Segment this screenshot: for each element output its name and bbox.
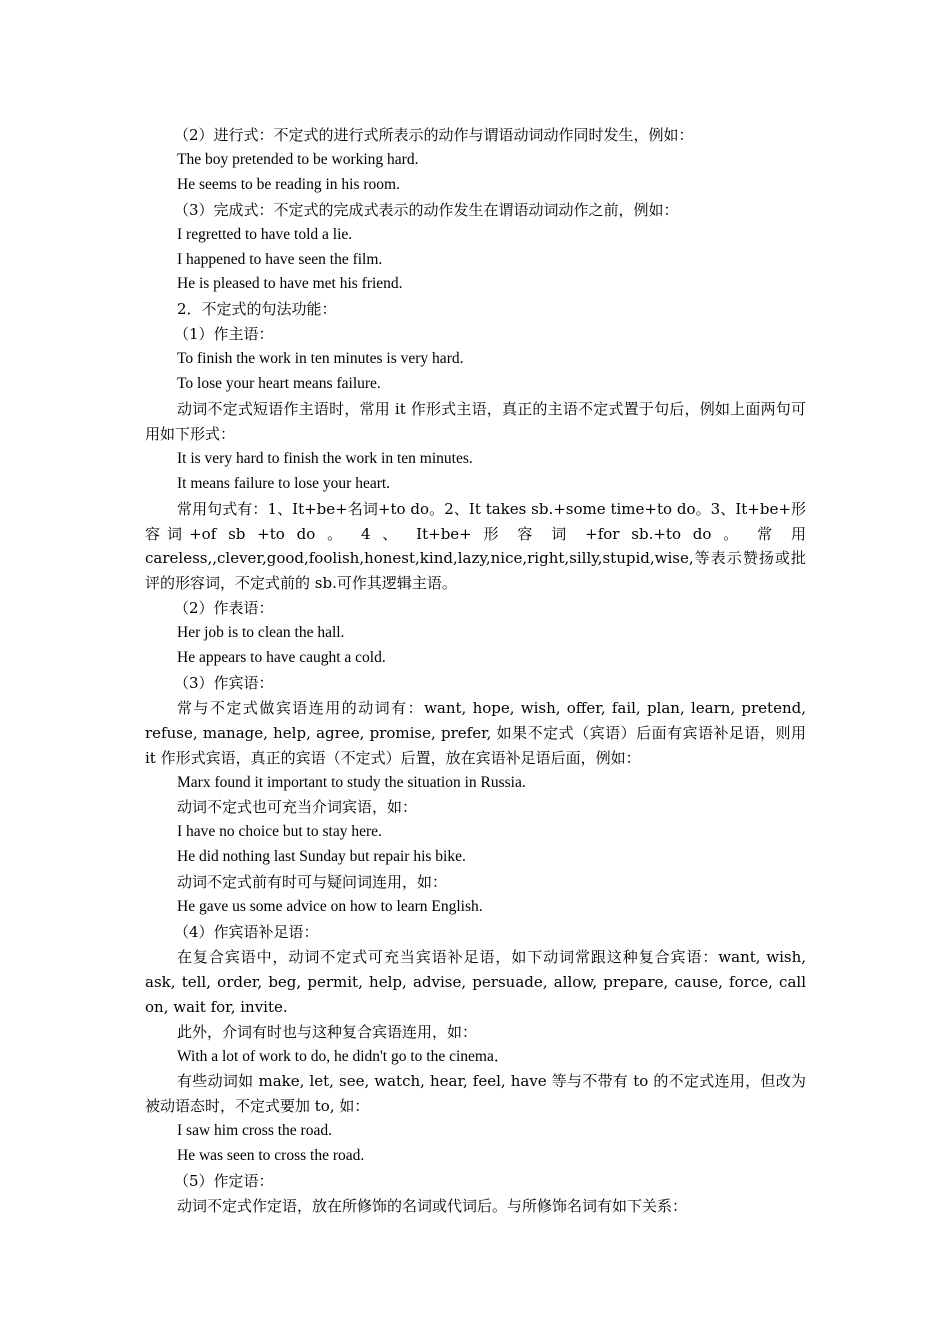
paragraph-perfect-heading: （3）完成式：不定式的完成式表示的动作发生在谓语动词动作之前，例如： <box>174 200 679 219</box>
example-line: He was seen to cross the road. <box>177 1147 365 1165</box>
paragraph-formal-subject: 动词不定式短语作主语时，常用 it 作形式主语，真正的主语不定式置于句后，例如上面两句可用如下形式： <box>145 399 806 443</box>
example-line: It means failure to lose your heart. <box>177 474 391 492</box>
example-line: To finish the work in ten minutes is very hard. <box>177 350 464 368</box>
example-line: To lose your heart means failure. <box>177 375 381 393</box>
section-heading-syntax-functions: 2．不定式的句法功能： <box>177 300 337 319</box>
paragraph-progressive-heading: （2）进行式：不定式的进行式所表示的动作与谓语动词动作同时发生，例如： <box>174 126 694 144</box>
example-line: I happened to have seen the film. <box>177 250 383 268</box>
example-line: I regretted to have told a lie. <box>177 225 353 243</box>
document-body <box>145 123 806 1219</box>
example-line: He seems to be reading in his room. <box>177 175 400 193</box>
subheading-object: （3）作宾语： <box>174 673 274 692</box>
example-line: Her job is to clean the hall. <box>177 624 345 642</box>
example-line: He did nothing last Sunday but repair his bike. <box>177 848 466 866</box>
example-line: He is pleased to have met his friend. <box>177 275 403 293</box>
subheading-attributive: （5）作定语： <box>174 1172 274 1191</box>
example-line: It is very hard to finish the work in ten minutes. <box>177 449 473 467</box>
example-line: With a lot of work to do, he didn't go to the cinema． <box>177 1047 510 1065</box>
paragraph-preposition-object: 动词不定式也可充当介词宾语，如： <box>177 798 418 817</box>
example-line: He appears to have caught a cold. <box>177 649 386 667</box>
paragraph-sentence-patterns: 常用句式有：1、It+be+名词+to do。2、It takes sb.+some time+to do。3、It+be+形容词+of sb +to do 。 4 、 It+be+ 形 容 词 +for sb.+to do 。 常 用 careless,,clever,good,foolish,honest,kind,lazy,nice,right,silly,stupid,wise,等表示赞扬或批评的形容词，不定式前的 sb.可作其逻辑主语。 <box>145 499 806 593</box>
paragraph-attributive: 动词不定式作定语，放在所修饰的名词或代词后。与所修饰名词有如下关系： <box>177 1196 688 1215</box>
paragraph-preposition-complex: 此外，介词有时也与这种复合宾语连用，如： <box>177 1022 478 1041</box>
paragraph-complex-object: 在复合宾语中，动词不定式可充当宾语补足语，如下动词常跟这种复合宾语：want, wish, ask, tell, order, beg, permit, help, advise, persuade, allow, prepare, cause, force, call on, wait for, invite. <box>145 947 806 1016</box>
subheading-predicative: （2）作表语： <box>174 599 274 618</box>
example-line: Marx found it important to study the situation in Russia. <box>177 773 526 791</box>
paragraph-bare-infinitive: 有些动词如 make, let, see, watch, hear, feel, have 等与不带有 to 的不定式连用，但改为被动语态时，不定式要加 to, 如： <box>145 1072 806 1116</box>
example-line: The boy pretended to be working hard. <box>177 150 419 168</box>
example-line: I have no choice but to stay here. <box>177 823 382 841</box>
subheading-subject: （1）作主语： <box>174 325 274 344</box>
paragraph-object-verbs: 常与不定式做宾语连用的动词有：want, hope, wish, offer, fail, plan, learn, pretend, refuse, manage, help, agree, promise, prefer, 如果不定式（宾语）后面有宾语补足语，则用 it 作形式宾语，真正的宾语（不定式）后置，放在宾语补足语后面，例如： <box>145 698 806 767</box>
paragraph-question-words: 动词不定式前有时可与疑问词连用，如： <box>177 873 448 892</box>
subheading-object-complement: （4）作宾语补足语： <box>174 923 319 941</box>
example-line: I saw him cross the road. <box>177 1122 332 1140</box>
example-line: He gave us some advice on how to learn English. <box>177 898 483 916</box>
